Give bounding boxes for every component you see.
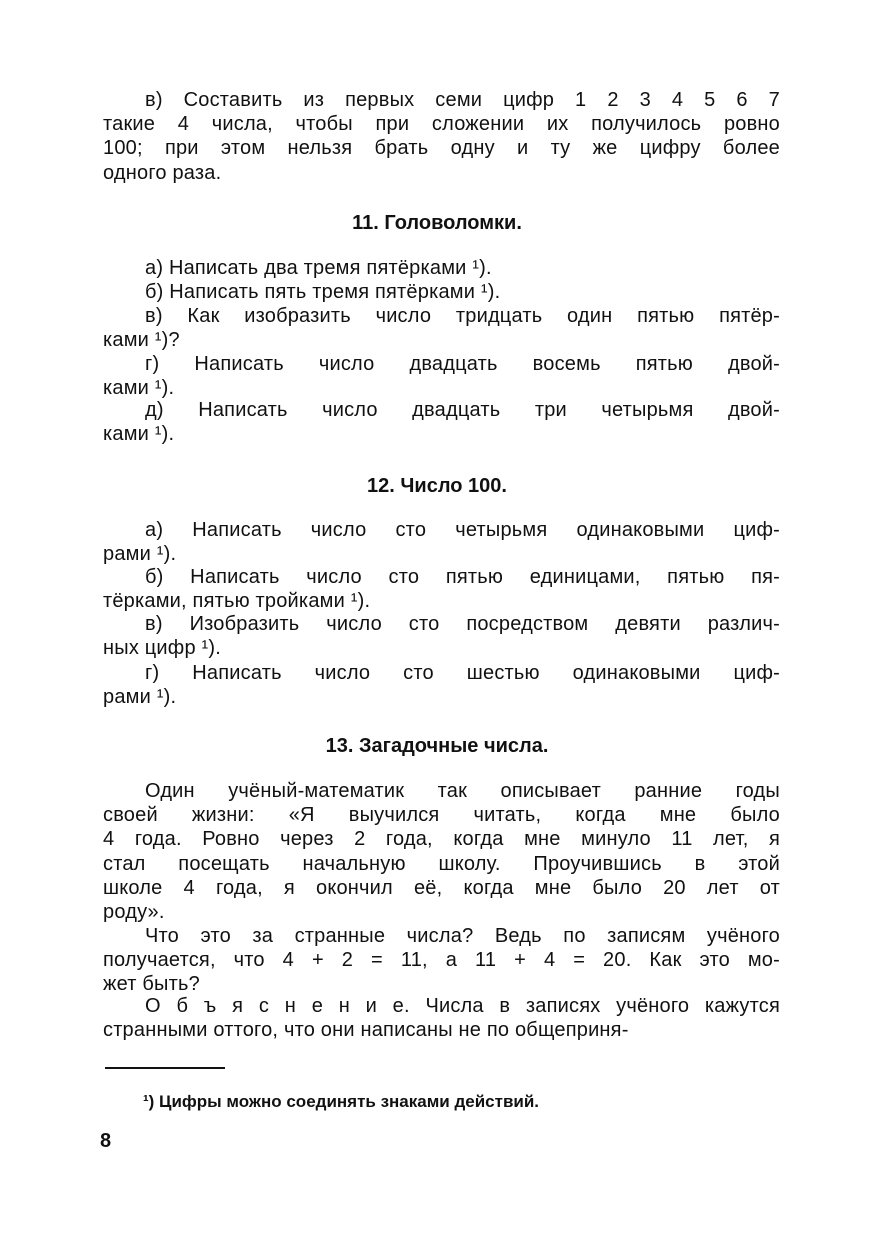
text-line: в) Составить из первых семи цифр 1 2 3 4 5 6 7 — [145, 89, 780, 111]
paragraph — [103, 352, 780, 400]
paragraph — [103, 779, 780, 924]
section-heading: 13. Загадочные числа. — [325, 735, 549, 757]
text-line: а) Написать два тремя пятёрками ¹). — [145, 257, 492, 279]
paragraph — [103, 994, 780, 1042]
text-line: ками ¹). — [103, 377, 175, 400]
paragraph — [103, 661, 780, 709]
section-heading: 11. Головоломки. — [352, 212, 522, 234]
page-number: 8 — [100, 1130, 112, 1152]
text-line: Один учёный-математик так описывает ранние годы — [145, 780, 780, 802]
text-line: рами ¹). — [103, 543, 177, 566]
paragraph — [103, 280, 780, 304]
footnote: ¹) Цифры можно соединять знаками действий. — [143, 1092, 540, 1111]
text-line: д) Написать число двадцать три четырьмя двой- — [145, 399, 780, 421]
text-line: одного раза. — [103, 161, 222, 184]
text-line: б) Написать число сто пятью единицами, пятью пя- — [145, 566, 780, 588]
text-line: роду». — [103, 900, 165, 923]
footnote-rule — [105, 1067, 225, 1069]
text-line: в) Как изобразить число тридцать один пятью пятёр- — [145, 305, 780, 327]
text-line: ками ¹). — [103, 423, 175, 446]
paragraph — [103, 304, 780, 352]
text-line: стал посещать начальную школу. Проучившись в этой — [103, 852, 780, 875]
text-line: ных цифр ¹). — [103, 637, 222, 660]
paragraph — [103, 88, 780, 185]
text-line: О б ъ я с н е н и е. Числа в записях учёного кажутся — [145, 995, 780, 1017]
text-line: ками ¹)? — [103, 329, 180, 352]
section-heading: 12. Число 100. — [367, 475, 507, 497]
text-line: тёрками, пятью тройками ¹). — [103, 590, 371, 613]
text-line: Что это за странные числа? Ведь по записям учёного — [145, 925, 780, 947]
paragraph — [103, 518, 780, 566]
text-line: г) Написать число двадцать восемь пятью двой- — [145, 353, 780, 375]
text-line: б) Написать пять тремя пятёрками ¹). — [145, 281, 501, 303]
paragraph — [103, 565, 780, 613]
paragraph — [103, 398, 780, 446]
paragraph — [103, 924, 780, 997]
text-line: школе 4 года, я окончил её, когда мне было 20 лет от — [103, 876, 780, 899]
text-line: г) Написать число сто шестью одинаковыми циф- — [145, 662, 780, 684]
text-line: 4 года. Ровно через 2 года, когда мне минуло 11 лет, я — [103, 828, 780, 851]
text-line: странными оттого, что они написаны не по общеприня- — [103, 1019, 629, 1042]
text-line: рами ¹). — [103, 686, 177, 709]
text-line: 100; при этом нельзя брать одну и ту же цифру более — [103, 137, 780, 160]
text-line: жет быть? — [103, 973, 200, 996]
paragraph — [103, 612, 780, 660]
text-line: а) Написать число сто четырьмя одинаковыми циф- — [145, 519, 780, 541]
paragraph — [103, 256, 780, 280]
text-line: такие 4 числа, чтобы при сложении их получилось ровно — [103, 113, 780, 136]
text-line: в) Изобразить число сто посредством девяти различ- — [145, 613, 780, 635]
text-line: своей жизни: «Я выучился читать, когда мне было — [103, 804, 780, 827]
text-line: получается, что 4 + 2 = 11, а 11 + 4 = 20. Как это мо- — [103, 949, 780, 972]
